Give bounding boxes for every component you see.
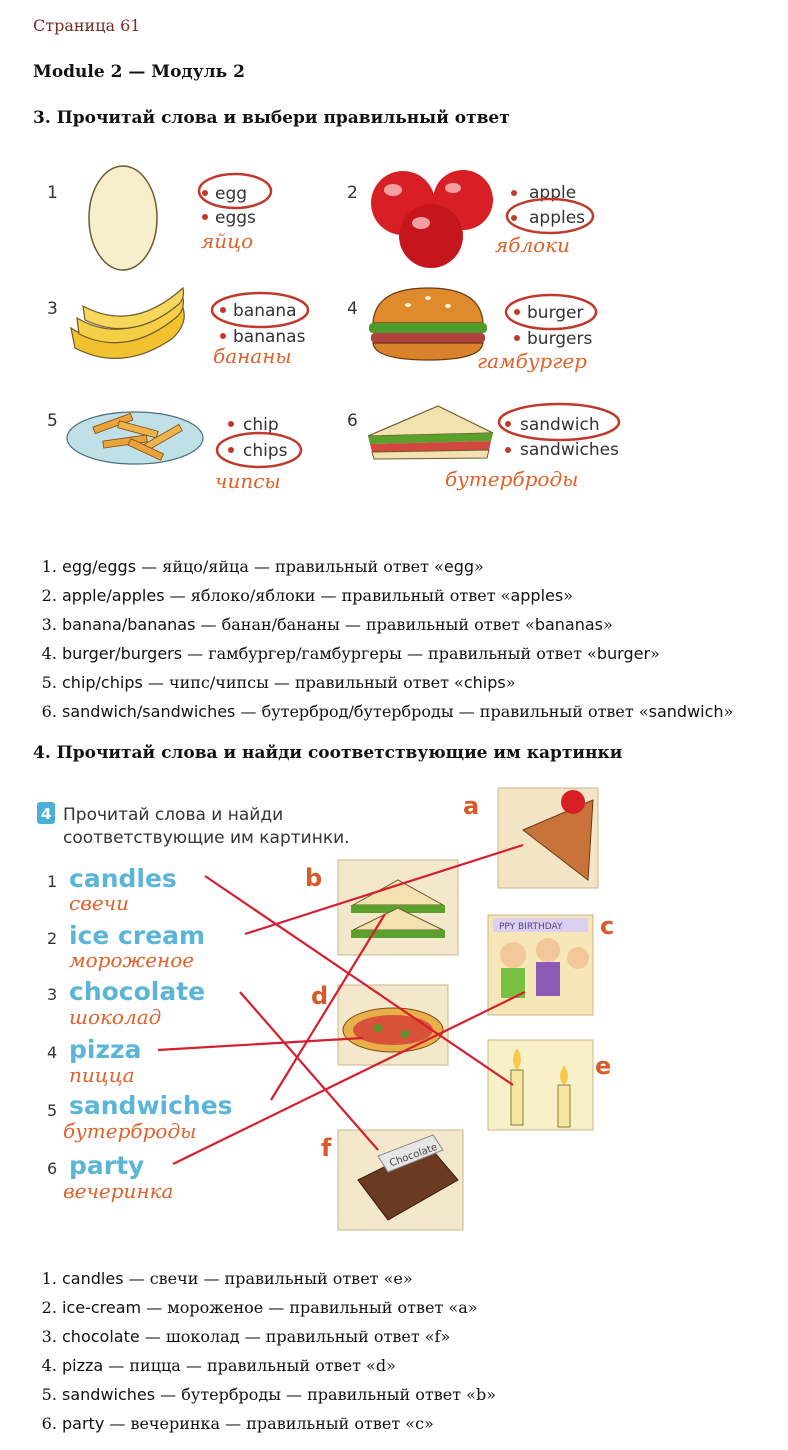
exercise3-title: 3. Прочитай слова и выбери правильный ответ xyxy=(33,108,510,128)
egg-icon xyxy=(89,166,157,270)
list-item: 6. party — вечеринка — правильный ответ «c» xyxy=(62,1409,496,1438)
list-item: 2. ice-cream — мороженое — правильный ответ «a» xyxy=(62,1293,496,1322)
ex4-num-6: 6 xyxy=(47,1159,58,1178)
picture-a xyxy=(463,788,598,888)
ex3-word-2b: apples xyxy=(529,208,586,228)
ex3-word-6b: sandwiches xyxy=(520,440,619,460)
list-item: 6. sandwich/sandwiches — бутерброд/бутерброды — правильный ответ «sandwich» xyxy=(62,697,733,726)
ex4-num-2: 2 xyxy=(47,929,58,948)
ex3-num-1: 1 xyxy=(47,183,58,203)
ex4-num-3: 3 xyxy=(47,985,58,1004)
svg-text:e: e xyxy=(595,1052,612,1080)
exercise3-illustration xyxy=(33,148,643,528)
list-item: 4. burger/burgers — гамбургер/гамбургеры — правильный ответ «burger» xyxy=(62,639,733,668)
ex3-ru-5: чипсы xyxy=(215,469,281,493)
ex3-num-5: 5 xyxy=(47,411,58,431)
ex3-word-6a: sandwich xyxy=(520,415,600,435)
ex4-ru-6: вечеринка xyxy=(63,1179,174,1203)
ex4-ru-4: пицца xyxy=(69,1063,135,1087)
list-item: 2. apple/apples — яблоко/яблоки — правильный ответ «apples» xyxy=(62,581,733,610)
ex3-word-3b: bananas xyxy=(233,327,306,347)
sandwich-icon xyxy=(368,406,493,459)
svg-text:Chocolate: Chocolate xyxy=(388,1141,439,1170)
ex4-ru-3: шоколад xyxy=(69,1005,162,1029)
ex4-word-6: party xyxy=(69,1151,145,1180)
list-item: 1. egg/eggs — яйцо/яйца — правильный ответ «egg» xyxy=(62,552,733,581)
ex4-book-title-2: соответствующие им картинки. xyxy=(63,828,350,848)
svg-text:PPY BIRTHDAY: PPY BIRTHDAY xyxy=(499,922,563,932)
ex3-word-5b: chips xyxy=(243,441,288,461)
ex3-num-6: 6 xyxy=(347,411,358,431)
picture-c xyxy=(488,912,614,1015)
ex3-ru-3: бананы xyxy=(213,344,292,368)
list-item: 5. sandwiches — бутерброды — правильный ответ «b» xyxy=(62,1380,496,1409)
bananas-icon xyxy=(71,288,184,358)
ex4-word-3: chocolate xyxy=(69,977,206,1006)
ex3-ru-2: яблоки xyxy=(495,233,571,257)
ex4-book-title-1: Прочитай слова и найди xyxy=(63,805,284,825)
ex3-ru-4: гамбургер xyxy=(477,349,587,373)
list-item: 4. pizza — пицца — правильный ответ «d» xyxy=(62,1351,496,1380)
ex4-word-2: ice cream xyxy=(69,921,206,950)
exercise3-answers xyxy=(44,552,733,726)
svg-text:f: f xyxy=(321,1134,332,1162)
svg-text:a: a xyxy=(463,792,480,820)
ex4-word-4: pizza xyxy=(69,1035,142,1064)
ex4-num-5: 5 xyxy=(47,1101,58,1120)
list-item: 1. candles — свечи — правильный ответ «e» xyxy=(62,1264,496,1293)
apples-icon xyxy=(371,170,493,268)
chips-icon xyxy=(67,412,203,464)
ex3-num-2: 2 xyxy=(347,183,358,203)
picture-e xyxy=(488,1040,611,1130)
ex3-word-4b: burgers xyxy=(527,329,593,349)
ex4-num-1: 1 xyxy=(47,872,58,891)
ex3-word-3a: banana xyxy=(233,301,297,321)
ex4-ru-1: свечи xyxy=(69,891,129,915)
page-number: Страница 61 xyxy=(33,16,141,35)
ex3-word-5a: chip xyxy=(243,415,279,435)
ex3-word-1b: eggs xyxy=(215,208,256,228)
ex3-word-4a: burger xyxy=(527,303,584,323)
ex3-ru-6: бутерброды xyxy=(445,467,579,491)
ex4-ru-2: мороженое xyxy=(69,948,195,972)
svg-text:c: c xyxy=(600,912,615,940)
ex4-word-1: candles xyxy=(69,864,177,893)
ex3-word-2a: apple xyxy=(529,183,577,203)
list-item: 5. chip/chips — чипс/чипсы — правильный ответ «chips» xyxy=(62,668,733,697)
picture-f xyxy=(321,1130,463,1230)
ex3-word-1a: egg xyxy=(215,184,248,204)
exercise4-illustration xyxy=(33,780,633,1240)
svg-text:b: b xyxy=(305,864,323,892)
ex4-word-5: sandwiches xyxy=(69,1091,233,1120)
exercise4-answers xyxy=(44,1264,496,1438)
ex3-num-4: 4 xyxy=(347,299,358,319)
list-item: 3. chocolate — шоколад — правильный ответ «f» xyxy=(62,1322,496,1351)
list-item: 3. banana/bananas — банан/бананы — правильный ответ «bananas» xyxy=(62,610,733,639)
ex3-num-3: 3 xyxy=(47,299,58,319)
ex4-ru-5: бутерброды xyxy=(63,1119,197,1143)
svg-text:d: d xyxy=(311,982,329,1010)
module-title: Module 2 — Модуль 2 xyxy=(33,62,245,82)
ex4-book-num: 4 xyxy=(41,805,52,823)
ex4-num-4: 4 xyxy=(47,1043,58,1062)
ex3-ru-1: яйцо xyxy=(201,229,254,253)
burger-icon xyxy=(369,288,487,360)
exercise4-title: 4. Прочитай слова и найди соответствующие им картинки xyxy=(33,743,623,763)
